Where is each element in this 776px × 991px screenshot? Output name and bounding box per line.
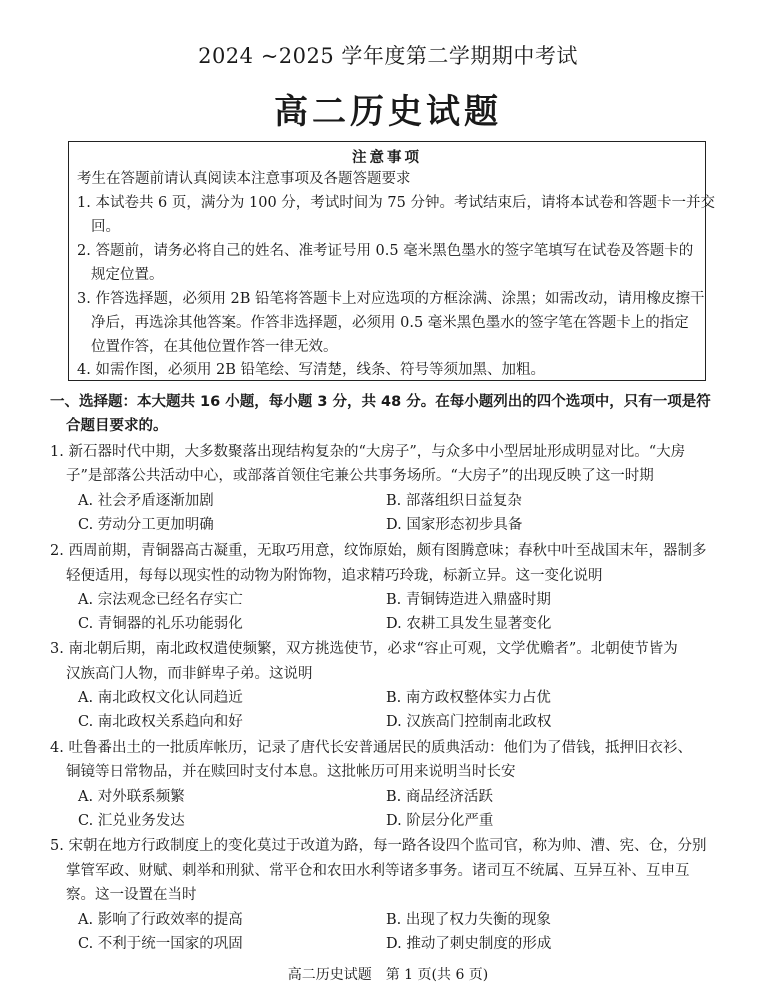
notice-item-2-line-1: 2. 答题前，请务必将自己的姓名、准考证号用 0.5 毫米黑色墨水的签字笔填写在试卷及答题卡的 [77,243,694,259]
question-4-option-b: B. 商品经济活跃 [386,789,493,805]
question-2-option-b: B. 青铜铸造进入鼎盛时期 [386,592,551,608]
subject-title: 高二历史试题 [274,92,502,132]
notice-item-4-line-1: 4. 如需作图，必须用 2B 铅笔绘、写清楚，线条、符号等须加黑、加粗。 [77,362,546,378]
notice-item-1-line-2: 回。 [91,219,120,235]
question-5-stem-line-2: 掌管军政、财赋、刺举和刑狱、常平仓和农田水利等诸多事务。诸司互不统属、互异互补、互申互 [66,863,690,879]
question-1-stem-line-1: 1. 新石器时代中期，大多数聚落出现结构复杂的“大房子”，与众多中小型居址形成明显对比。“大房 [50,444,686,460]
question-1-stem-line-2: 子”是部落公共活动中心，或部落首领住宅兼公共事务场所。“大房子”的出现反映了这一时期 [66,468,654,484]
question-4-option-c: C. 汇兑业务发达 [78,813,185,829]
question-2-stem-line-2: 轻便适用，每每以现实性的动物为附饰物，追求精巧玲珑，标新立异。这一变化说明 [66,568,603,584]
page-footer: 高二历史试题 第 1 页(共 6 页) [287,967,489,983]
question-4-option-a: A. 对外联系频繁 [78,789,185,805]
question-3-stem-line-1: 3. 南北朝后期，南北政权遣使频繁，双方挑选使节，必求“容止可观，文学优赡者”。北朝使节皆为 [50,641,678,657]
question-1-option-d: D. 国家形态初步具备 [386,517,523,533]
section-heading-line-2: 合题目要求的。 [66,418,168,434]
question-2-option-a: A. 宗法观念已经名存实亡 [78,592,243,608]
question-1-option-b: B. 部落组织日益复杂 [386,493,522,509]
question-3-option-d: D. 汉族高门控制南北政权 [386,714,552,730]
question-4-option-d: D. 阶层分化严重 [386,813,494,829]
question-4-stem-line-2: 铜镜等日常物品，并在赎回时支付本息。这批帐历可用来说明当时长安 [66,764,516,780]
question-4-stem-line-1: 4. 吐鲁番出土的一批质库帐历，记录了唐代长安普通居民的质典活动：他们为了借钱，抵押旧衣衫、 [50,740,692,756]
notice-item-2-line-2: 规定位置。 [91,267,164,283]
question-3-option-b: B. 南方政权整体实力占优 [386,690,551,706]
notice-item-1-line-1: 1. 本试卷共 6 页，满分为 100 分，考试时间为 75 分钟。考试结束后，请将本试卷和答题卡一并交 [77,195,715,211]
question-3-option-c: C. 南北政权关系趋向和好 [78,714,243,730]
question-1-option-c: C. 劳动分工更加明确 [78,517,214,533]
question-2-stem-line-1: 2. 西周前期，青铜器高古凝重，无取巧用意，纹饰原始，颇有图腾意味；春秋中叶至战国末年，器制多 [50,543,707,559]
notice-title: 注意事项 [352,150,422,166]
notice-box [68,141,715,381]
notice-item-3-line-3: 位置作答，在其他位置作答一律无效。 [91,339,338,355]
question-5-option-a: A. 影响了行政效率的提高 [78,912,243,928]
notice-item-3-line-2: 净后，再选涂其他答案。作答非选择题，必须用 0.5 毫米黑色墨水的签字笔在答题卡上的指定 [91,315,689,331]
question-1-option-a: A. 社会矛盾逐渐加剧 [78,493,214,509]
notice-item-3-line-1: 3. 作答选择题，必须用 2B 铅笔将答题卡上对应选项的方框涂满、涂黑；如需改动，请用橡皮擦干 [77,291,705,307]
question-5-option-d: D. 推动了刺史制度的形成 [386,936,552,952]
exam-title: 2024 ~2025 学年度第二学期期中考试 [198,44,578,68]
question-5-option-b: B. 出现了权力失衡的现象 [386,912,551,928]
question-5-stem-line-1: 5. 宋朝在地方行政制度上的变化莫过于改道为路，每一路各设四个监司官，称为帅、漕、宪、仓，分别 [50,838,707,854]
section-heading-line-1: 一、选择题：本大题共 16 小题，每小题 3 分，共 48 分。在每小题列出的四个选项中，只有一项是符 [50,394,711,410]
question-5-option-c: C. 不利于统一国家的巩固 [78,936,243,952]
question-5-stem-line-3: 察。这一设置在当时 [66,887,197,903]
question-3-stem-line-2: 汉族高门人物，而非鲜卑子弟。这说明 [66,666,313,682]
question-3-option-a: A. 南北政权文化认同趋近 [78,690,243,706]
question-2-option-c: C. 青铜器的礼乐功能弱化 [78,616,243,632]
question-2-option-d: D. 农耕工具发生显著变化 [386,616,552,632]
notice-intro: 考生在答题前请认真阅读本注意事项及各题答题要求 [77,171,411,187]
